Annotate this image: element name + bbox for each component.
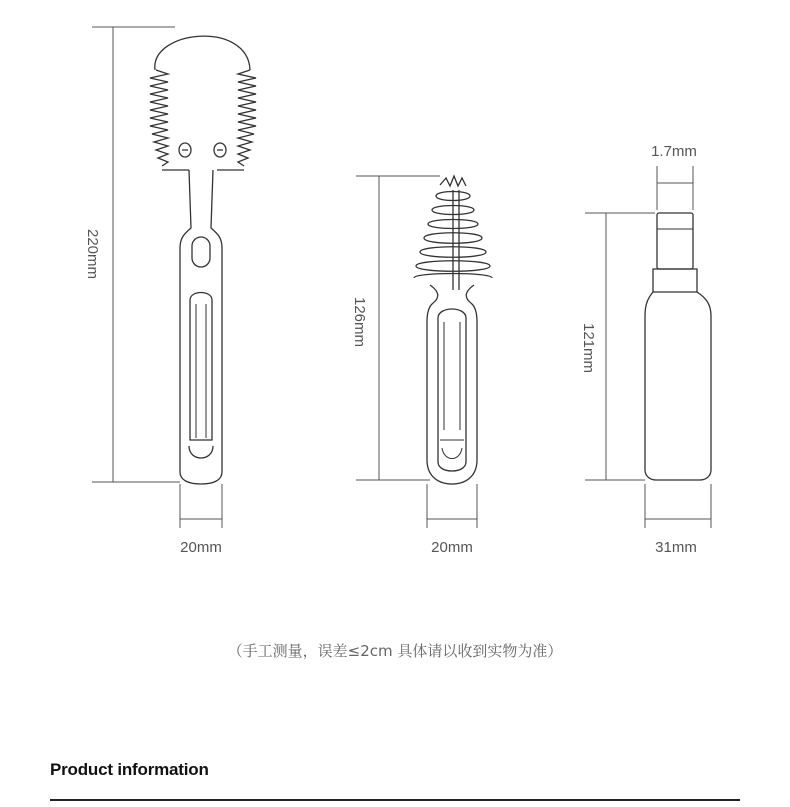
spoon-brush-height-label: 220mm: [84, 228, 101, 280]
section-title: Product information: [50, 760, 209, 779]
spray-bottle-width-label: 31mm: [655, 539, 697, 556]
section-divider: [50, 799, 740, 801]
spoon-brush-illustration: [150, 36, 256, 484]
cone-brush-height-label: 126mm: [351, 296, 368, 348]
spray-bottle-top-label: 1.7mm: [651, 143, 697, 160]
measurement-note: （手工测量，误差≤2cm 具体请以收到实物为准）: [227, 642, 563, 660]
dimension-lines: [92, 27, 711, 528]
cone-brush-width-label: 20mm: [431, 539, 473, 556]
spoon-brush-width-label: 20mm: [180, 539, 222, 556]
spray-bottle-illustration: [645, 213, 711, 480]
spray-bottle-height-label: 121mm: [580, 322, 597, 374]
cone-brush-illustration: [414, 176, 492, 484]
